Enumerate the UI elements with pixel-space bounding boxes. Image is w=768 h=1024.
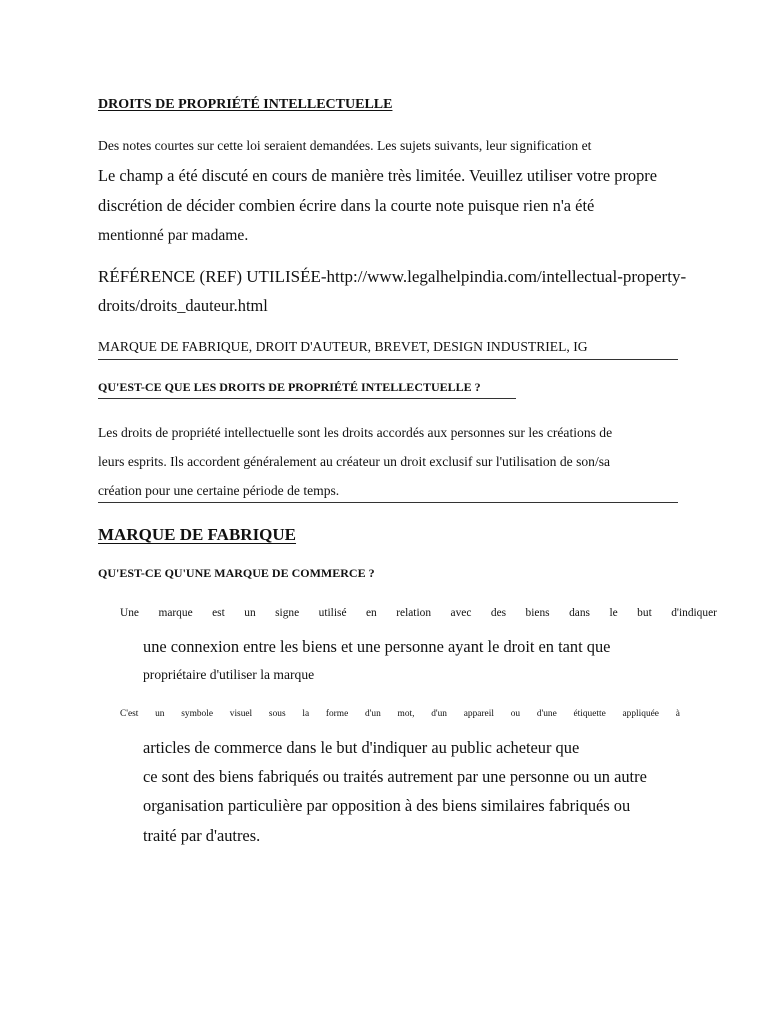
intro-line-4: mentionné par madame. — [98, 227, 249, 244]
trademark-def2-line-3: ce sont des biens fabriqués ou traités autrement par une personne ou un autre — [143, 767, 647, 786]
word: d'indiquer — [671, 607, 717, 619]
word: appliquée — [622, 709, 659, 719]
ipr-answer-line-1: Les droits de propriété intellectuelle sont les droits accordés aux personnes sur les créations de — [98, 425, 613, 440]
trademark-def2-line-4: organisation particulière par opposition à des biens similaires fabriqués ou — [143, 796, 631, 815]
word: relation — [396, 607, 432, 619]
word: à — [675, 709, 680, 719]
word: en — [365, 607, 377, 619]
topics-list: MARQUE DE FABRIQUE, DROIT D'AUTEUR, BREVET, DESIGN INDUSTRIEL, IG — [98, 339, 588, 354]
word: ou — [510, 709, 521, 719]
trademark-def1-first-line — [120, 608, 717, 619]
word: des — [490, 607, 507, 619]
word: d'une — [536, 709, 557, 719]
word: la — [302, 709, 310, 719]
word: marque — [158, 607, 193, 619]
word: est — [212, 607, 225, 619]
reference-line-2: droits/droits_dauteur.html — [98, 296, 268, 315]
word: appareil — [463, 709, 494, 719]
word: biens — [525, 607, 550, 619]
word: le — [609, 607, 618, 619]
trademark-heading: MARQUE DE FABRIQUE — [98, 525, 297, 544]
word: d'un — [365, 709, 381, 719]
ipr-answer-line-3: création pour une certaine période de temps. — [98, 483, 340, 498]
word: mot, — [397, 709, 415, 719]
intro-line-3: discrétion de décider combien écrire dans la courte note puisque rien n'a été — [98, 196, 595, 215]
intro-line-2: Le champ a été discuté en cours de manière très limitée. Veuillez utiliser votre propre — [98, 166, 658, 185]
topics-divider — [98, 359, 678, 360]
trademark-def2-line-5: traité par d'autres. — [143, 826, 261, 845]
word: un — [244, 607, 256, 619]
word: symbole — [181, 709, 214, 719]
word: un — [155, 709, 165, 719]
word: forme — [325, 709, 349, 719]
trademark-question-heading: QU'EST-CE QU'UNE MARQUE DE COMMERCE ? — [98, 566, 375, 580]
ipr-answer-line-2: leurs esprits. Ils accordent généralement au créateur un droit exclusif sur l'utilisation de son/sa — [98, 454, 611, 469]
word: visuel — [229, 709, 253, 719]
intro-line-1: Des notes courtes sur cette loi seraient demandées. Les sujets suivants, leur signification et — [98, 138, 592, 153]
word: but — [637, 607, 652, 619]
ipr-question-heading: QU'EST-CE QUE LES DROITS DE PROPRIÉTÉ INTELLECTUELLE ? — [98, 380, 481, 394]
word: d'un — [431, 709, 447, 719]
word: signe — [275, 607, 300, 619]
trademark-def2-first-line — [120, 710, 680, 719]
document-title: DROITS DE PROPRIÉTÉ INTELLECTUELLE — [98, 97, 393, 112]
ipr-question-underline — [98, 398, 516, 399]
reference-line-1: RÉFÉRENCE (REF) UTILISÉE-http://www.legalhelpindia.com/intellectual-property- — [98, 267, 687, 286]
word: sous — [268, 709, 286, 719]
word: avec — [450, 607, 472, 619]
word: étiquette — [573, 709, 606, 719]
word: utilisé — [318, 607, 347, 619]
ipr-answer-divider — [98, 502, 678, 503]
word: Une — [120, 607, 139, 619]
trademark-def1-line-2: une connexion entre les biens et une personne ayant le droit en tant que — [143, 637, 611, 656]
trademark-def2-line-2: articles de commerce dans le but d'indiquer au public acheteur que — [143, 738, 580, 757]
word: C'est — [120, 709, 139, 719]
trademark-def1-line-3: propriétaire d'utiliser la marque — [143, 667, 315, 682]
word: dans — [569, 607, 590, 619]
